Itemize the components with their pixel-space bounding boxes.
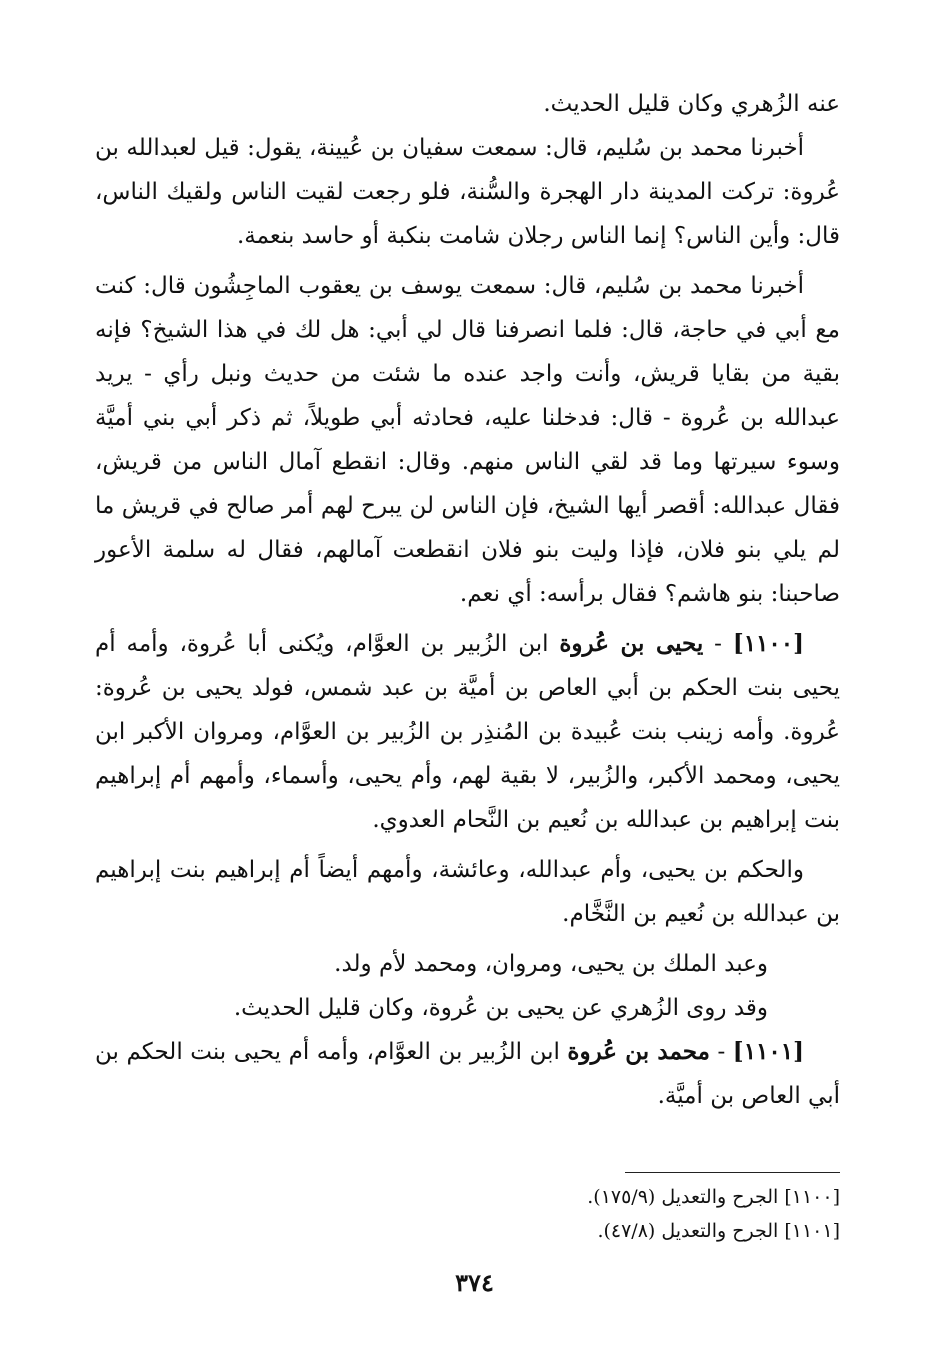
footnote-divider bbox=[625, 1172, 840, 1173]
entry-text: ابن الزُبير بن العوَّام، وأمه أم يحيى بنت الحكم بن أبي العاص بن أميَّة. bbox=[95, 1039, 840, 1109]
entry-1100: [١١٠٠] - يحيى بن عُروة ابن الزُبير بن العوَّام، ويُكنى أبا عُروة، وأمه أم يحيى بنت الحكم بن أبي العاص بن أميَّة بن عبد شمس، فولد يحيى بن عُروة: عُروة. وأمه زينب بنت عُبيدة بن المُنذِر بن الزُبير بن العوَّام، ومروان الأكبر ابن يحيى، ومحمد الأكبر، والزُبير، لا بقية لهم، وأم يحيى، وأسماء، وأمهم أم إبراهيم بنت إبراهيم بن عبدالله بن نُعيم بن النَّحام العدوي. bbox=[95, 630, 840, 833]
footnotes bbox=[95, 1180, 840, 1248]
entry-number: [١١٠١] bbox=[732, 1038, 804, 1065]
paragraph-6: وعبد الملك بن يحيى، ومروان، ومحمد لأم ولد. bbox=[334, 951, 768, 977]
footnote-1101: [١١٠١] الجرح والتعديل (٤٧/٨). bbox=[597, 1220, 840, 1242]
page-number: ٣٧٤ bbox=[455, 1268, 494, 1297]
entry-1101: [١١٠١] - محمد بن عُروة ابن الزُبير بن العوَّام، وأمه أم يحيى بنت الحكم بن أبي العاص بن أميَّة. bbox=[95, 1038, 840, 1109]
entry-number: [١١٠٠] bbox=[732, 630, 805, 657]
footnote-1100: [١١٠٠] الجرح والتعديل (١٧٥/٩). bbox=[587, 1186, 840, 1208]
entry-name: يحيى بن عُروة bbox=[559, 630, 704, 657]
entry-text: ابن الزُبير بن العوَّام، ويُكنى أبا عُروة، وأمه أم يحيى بنت الحكم بن أبي العاص بن أميَّة بن عبد شمس، فولد يحيى بن عُروة: عُروة. وأمه زينب بنت عُبيدة بن المُنذِر بن الزُبير بن العوَّام، ومروان الأكبر ابن يحيى، ومحمد الأكبر، والزُبير، لا بقية لهم، وأم يحيى، وأسماء، وأمهم أم إبراهيم بنت إبراهيم بن عبدالله بن نُعيم بن النَّحام العدوي. bbox=[95, 631, 840, 833]
entry-name: محمد بن عُروة bbox=[567, 1038, 710, 1065]
paragraph-5: والحكم بن يحيى، وأم عبدالله، وعائشة، وأمهم أيضاً أم إبراهيم بنت إبراهيم بن عبدالله بن نُعيم بن النَّخَّام. bbox=[95, 857, 840, 927]
paragraph-1: عنه الزُهري وكان قليل الحديث. bbox=[543, 91, 840, 117]
paragraph-3: أخبرنا محمد بن سُليم، قال: سمعت يوسف بن يعقوب الماجِشُون قال: كنت مع أبي في حاجة، قال: فلما انصرفنا قال لي أبي: هل لك في هذا الشيخ؟ فإنه بقية من بقايا قريش، وأنت واجد عنده ما شئت من حديث ونبل رأي - يريد عبدالله بن عُروة - قال: فدخلنا عليه، فحادثه أبي طويلاً، ثم ذكر أبي بني أميَّة وسوء سيرتها وما قد لقي الناس منهم. وقال: انقطع آمال الناس من قريش، فقال عبدالله: أقصر أيها الشيخ، فإن الناس لن يبرح لهم أمر صالح في قريش ما لم يلي بنو فلان، فإذا وليت بنو فلان انقطعت آمالهم، فقال له سلمة الأعور صاحبنا: بنو هاشم؟ فقال برأسه: أي نعم. bbox=[95, 273, 840, 607]
paragraph-2: أخبرنا محمد بن سُليم، قال: سمعت سفيان بن عُيينة، يقول: قيل لعبدالله بن عُروة: تركت المدينة دار الهجرة والسُّنة، فلو رجعت لقيت الناس ولقيك الناس، قال: وأين الناس؟ إنما الناس رجلان شامت بنكبة أو حاسد بنعمة. bbox=[95, 135, 840, 249]
main-text bbox=[95, 82, 840, 1118]
paragraph-7: وقد روى الزُهري عن يحيى بن عُروة، وكان قليل الحديث. bbox=[233, 995, 768, 1021]
